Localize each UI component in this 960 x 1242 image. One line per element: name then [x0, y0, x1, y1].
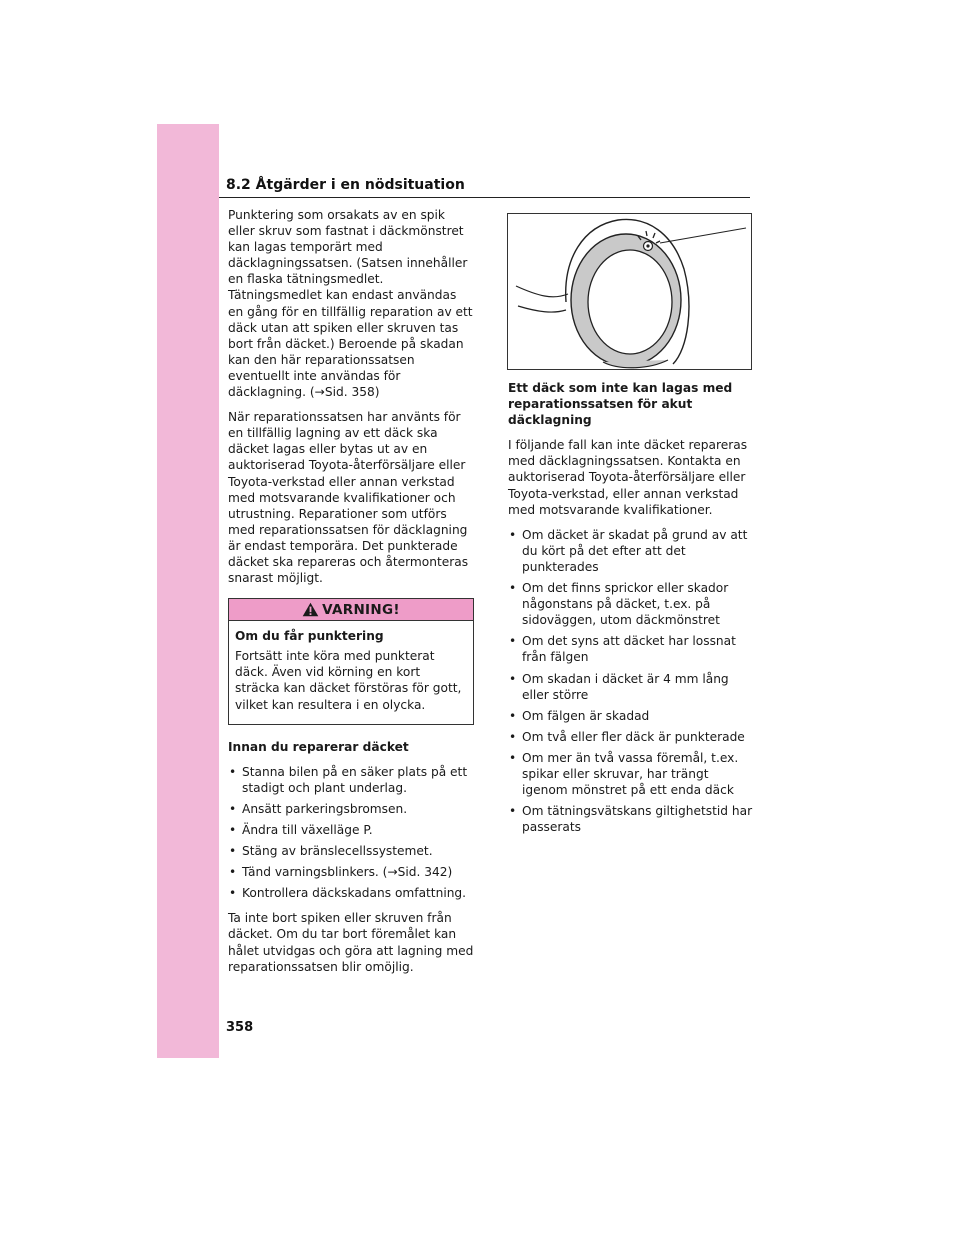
list-item: • Om det syns att däcket har lossnat från fälgen — [508, 633, 754, 665]
do-not-remove-paragraph: Ta inte bort spiken eller skruven från däcket. Om du tar bort föremålet kan hålet utvidgas och göra att lagning med reparationssatsen blir omöjlig. — [228, 911, 474, 974]
list-item: • Om fälgen är skadad — [508, 708, 754, 724]
list-item: • Stäng av bränslecellssystemet. — [228, 843, 474, 859]
tire-nail-illustration — [508, 214, 751, 369]
list-item: • Stanna bilen på en säker plats på ett stadigt och plant underlag. — [228, 764, 474, 796]
warning-title: VARNING! — [322, 601, 400, 618]
list-item: • Ansätt parkeringsbromsen. — [228, 801, 474, 817]
before-repair-list — [228, 764, 474, 902]
list-item: • Om däcket är skadat på grund av att du kört på det efter att det punkterades — [508, 527, 754, 575]
warning-box — [228, 598, 474, 724]
warning-text: Fortsätt inte köra med punkterat däck. Även vid körning en kort sträcka kan däcket förstöras för gott, vilket kan resultera i en olycka. — [235, 649, 462, 712]
warning-subtitle: Om du får punktering — [235, 629, 384, 644]
warning-header — [229, 599, 473, 621]
section-divider — [219, 197, 750, 198]
list-item: • Kontrollera däckskadans omfattning. — [228, 885, 474, 901]
after-repair-paragraph: När reparationssatsen har använts för en tillfällig lagning av ett däck ska däcket lagas eller bytas ut av en auktoriserad Toyota-återförsäljare eller Toyota-verkstad eller annan verkstad med motsvarande kvalifikationer och utrustning. Reparationer som utförs med reparationssatsen för däcklagning är endast temporära. Det punkterade däcket ska repareras och återmonteras snarast möjligt. — [228, 410, 469, 586]
warning-body — [229, 621, 473, 723]
unrepairable-paragraph: I följande fall kan inte däcket repareras med däcklagningssatsen. Kontakta en auktoriserad Toyota-återförsäljare eller Toyota-verkstad, eller annan verkstad med motsvarande kvalifikationer. — [508, 438, 748, 517]
list-item: • Ändra till växelläge P. — [228, 822, 474, 838]
list-item: • Om tätningsvätskans giltighetstid har passerats — [508, 803, 754, 835]
section-title: 8.2 Åtgärder i en nödsituation — [226, 177, 465, 193]
page-number: 358 — [226, 1020, 254, 1035]
chapter-sidebar-tab — [157, 124, 219, 1058]
tire-illustration — [507, 213, 752, 370]
left-column — [228, 207, 474, 984]
list-item: • Om två eller fler däck är punkterade — [508, 729, 754, 745]
list-item: • Om mer än två vassa föremål, t.ex. spikar eller skruvar, har trängt igenom mönstret på ett enda däck — [508, 750, 754, 798]
list-item: • Tänd varningsblinkers. (→Sid. 342) — [228, 864, 474, 880]
intro-paragraph: Punktering som orsakats av en spik eller skruv som fastnat i däckmönstret kan lagas temporärt med däcklagningssatsen. (Satsen innehåller en flaska tätningsmedlet. Tätningsmedlet kan endast användas en gång för en tillfällig reparation av ett däck utan att spiken eller skruven tas bort från däcket.) Beroende på skadan kan den här reparationssatsen eventuellt inte användas för däcklagning. (→Sid. 358) — [228, 208, 473, 400]
list-item: • Om det finns sprickor eller skador någonstans på däcket, t.ex. på sidoväggen, utom däckmönstret — [508, 580, 754, 628]
right-column — [508, 380, 754, 844]
unrepairable-heading: Ett däck som inte kan lagas med reparationssatsen för akut däcklagning — [508, 381, 733, 428]
unrepairable-list — [508, 527, 754, 836]
warning-triangle-icon — [302, 602, 319, 617]
before-repair-heading: Innan du reparerar däcket — [228, 739, 409, 754]
list-item: • Om skadan i däcket är 4 mm lång eller större — [508, 671, 754, 703]
